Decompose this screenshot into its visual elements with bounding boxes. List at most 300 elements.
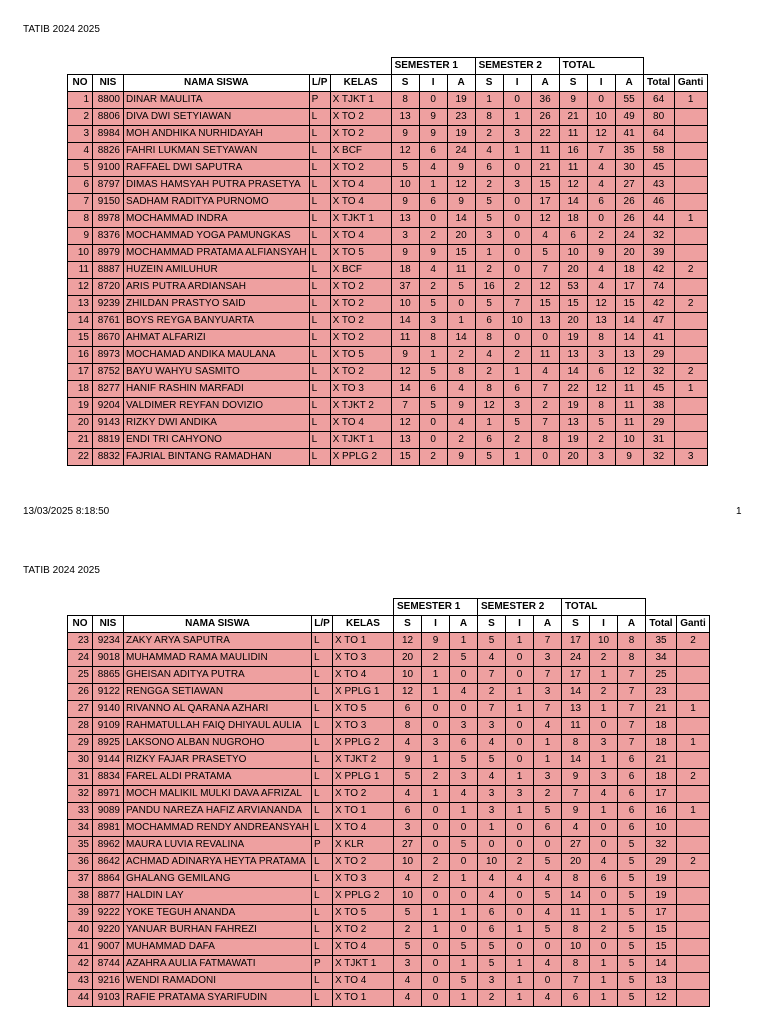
gender: L [312, 769, 333, 786]
sem2-sick: 2 [478, 990, 506, 1007]
sem2-permit: 1 [503, 449, 531, 466]
student-nis: 8797 [93, 177, 124, 194]
column-header: A [618, 616, 646, 633]
total-absent: 20 [615, 245, 643, 262]
sem2-absent: 3 [534, 769, 562, 786]
sem2-permit: 3 [506, 786, 534, 803]
gender: L [312, 735, 333, 752]
student-nis: 9150 [93, 194, 124, 211]
sem2-sick: 5 [478, 752, 506, 769]
table-row [68, 296, 708, 313]
total-sick: 27 [562, 837, 590, 854]
sem1-absent: 19 [447, 92, 475, 109]
student-nis: 8832 [93, 449, 124, 466]
sem2-permit: 0 [506, 667, 534, 684]
class: X TO 3 [333, 650, 394, 667]
total-sick: 15 [559, 296, 587, 313]
total-permit: 1 [590, 803, 618, 820]
row-number: 16 [68, 347, 93, 364]
sem1-permit: 1 [422, 922, 450, 939]
total-permit: 1 [590, 956, 618, 973]
class: X TO 5 [333, 905, 394, 922]
sem1-permit: 4 [419, 262, 447, 279]
table-row [68, 905, 710, 922]
total-sick: 18 [559, 211, 587, 228]
sem2-permit: 0 [503, 211, 531, 228]
total-sick: 14 [559, 364, 587, 381]
sem2-permit: 0 [506, 718, 534, 735]
sem1-absent: 0 [450, 854, 478, 871]
total-absent: 5 [618, 973, 646, 990]
sem2-permit: 0 [506, 735, 534, 752]
sem2-permit: 2 [503, 279, 531, 296]
total-sick: 10 [562, 939, 590, 956]
total-permit: 4 [587, 279, 615, 296]
sem2-permit: 1 [506, 990, 534, 1007]
total-permit: 3 [590, 735, 618, 752]
total-absent: 24 [615, 228, 643, 245]
row-number: 10 [68, 245, 93, 262]
total-sick: 14 [562, 752, 590, 769]
sem2-permit: 0 [506, 888, 534, 905]
sem2-permit: 0 [506, 650, 534, 667]
replacement-count [677, 718, 710, 735]
student-name: VALDIMER REYFAN DOVIZIO [124, 398, 310, 415]
total-count: 58 [643, 143, 674, 160]
table-row [68, 381, 708, 398]
sem1-sick: 2 [394, 922, 422, 939]
sem1-absent: 1 [450, 990, 478, 1007]
sem2-absent: 13 [531, 313, 559, 330]
sem2-absent: 5 [534, 888, 562, 905]
group-header-row [68, 599, 710, 616]
sem2-permit: 1 [503, 109, 531, 126]
total-count: 14 [646, 956, 677, 973]
sem1-permit: 4 [419, 160, 447, 177]
sem1-absent: 0 [450, 701, 478, 718]
sem1-absent: 0 [450, 667, 478, 684]
student-name: MOCHAMMAD INDRA [124, 211, 310, 228]
gender: L [309, 330, 330, 347]
sem2-absent: 36 [531, 92, 559, 109]
sem1-permit: 9 [419, 126, 447, 143]
total-absent: 7 [618, 701, 646, 718]
total-count: 25 [646, 667, 677, 684]
student-name: RIZKY FAJAR PRASETYO [124, 752, 312, 769]
gender: L [312, 684, 333, 701]
replacement-count: 2 [677, 854, 710, 871]
column-header: NAMA SISWA [124, 616, 312, 633]
sem2-sick: 5 [475, 449, 503, 466]
sem1-sick: 5 [394, 939, 422, 956]
sem2-sick: 8 [475, 330, 503, 347]
total-permit: 8 [587, 330, 615, 347]
sem2-permit: 0 [503, 160, 531, 177]
row-number: 38 [68, 888, 93, 905]
sem1-permit: 0 [422, 701, 450, 718]
row-number: 7 [68, 194, 93, 211]
sem2-permit: 3 [503, 126, 531, 143]
sem2-permit: 1 [506, 701, 534, 718]
page-1-title: TATIB 2024 2025 [23, 24, 100, 35]
gender: L [309, 245, 330, 262]
sem2-absent: 0 [534, 939, 562, 956]
sem2-permit: 0 [503, 245, 531, 262]
sem2-permit: 1 [506, 769, 534, 786]
total-count: 21 [646, 701, 677, 718]
sem2-permit: 1 [503, 364, 531, 381]
sem2-permit: 3 [503, 177, 531, 194]
table-row [68, 245, 708, 262]
sem2-absent: 1 [534, 735, 562, 752]
replacement-count [677, 684, 710, 701]
row-number: 30 [68, 752, 93, 769]
sem2-sick: 6 [475, 160, 503, 177]
sem2-absent: 12 [531, 211, 559, 228]
replacement-count: 1 [674, 211, 707, 228]
sem2-permit: 0 [506, 837, 534, 854]
sem2-absent: 4 [534, 871, 562, 888]
replacement-count: 1 [674, 92, 707, 109]
gender: L [312, 888, 333, 905]
row-number: 31 [68, 769, 93, 786]
sem2-sick: 4 [478, 871, 506, 888]
total-absent: 7 [618, 718, 646, 735]
row-number: 28 [68, 718, 93, 735]
gender: L [309, 262, 330, 279]
sem2-permit: 1 [506, 956, 534, 973]
total-permit: 2 [590, 650, 618, 667]
replacement-count: 2 [677, 769, 710, 786]
total-count: 13 [646, 973, 677, 990]
table-row [68, 262, 708, 279]
student-name: BAYU WAHYU SASMITO [124, 364, 310, 381]
total-count: 29 [643, 347, 674, 364]
row-number: 44 [68, 990, 93, 1007]
gender: L [309, 381, 330, 398]
gender: L [309, 194, 330, 211]
sem1-permit: 3 [419, 313, 447, 330]
column-header: NO [68, 616, 93, 633]
replacement-count [674, 398, 707, 415]
student-nis: 8887 [93, 262, 124, 279]
blank-cell [643, 58, 707, 75]
student-name: GHEISAN ADITYA PUTRA [124, 667, 312, 684]
sem1-permit: 6 [419, 381, 447, 398]
sem1-sick: 11 [391, 330, 419, 347]
total-permit: 8 [587, 398, 615, 415]
total-absent: 27 [615, 177, 643, 194]
sem1-permit: 1 [422, 786, 450, 803]
attendance-table-page-1 [67, 57, 708, 466]
total-absent: 14 [615, 313, 643, 330]
total-count: 15 [646, 922, 677, 939]
gender: L [309, 228, 330, 245]
row-number: 23 [68, 633, 93, 650]
student-nis: 9109 [93, 718, 124, 735]
sem1-permit: 2 [422, 650, 450, 667]
total-count: 43 [643, 177, 674, 194]
sem2-sick: 3 [478, 973, 506, 990]
class: X TO 1 [333, 803, 394, 820]
total-sick: 24 [562, 650, 590, 667]
row-number: 20 [68, 415, 93, 432]
row-number: 40 [68, 922, 93, 939]
sem1-permit: 0 [419, 211, 447, 228]
row-number: 36 [68, 854, 93, 871]
class: X TO 4 [333, 973, 394, 990]
column-header: I [590, 616, 618, 633]
student-nis: 8819 [93, 432, 124, 449]
sem2-permit: 1 [506, 684, 534, 701]
column-header: I [503, 75, 531, 92]
student-name: WENDI RAMADONI [124, 973, 312, 990]
class: X TO 2 [333, 854, 394, 871]
replacement-count: 1 [674, 381, 707, 398]
sem2-permit: 1 [506, 973, 534, 990]
sem1-permit: 2 [419, 279, 447, 296]
student-nis: 9143 [93, 415, 124, 432]
sem2-sick: 6 [478, 922, 506, 939]
sem1-sick: 12 [391, 143, 419, 160]
sem1-absent: 5 [447, 279, 475, 296]
replacement-count [674, 313, 707, 330]
sem1-permit: 0 [422, 718, 450, 735]
total-count: 44 [643, 211, 674, 228]
sem1-absent: 4 [450, 786, 478, 803]
total-sick: 11 [562, 718, 590, 735]
total-absent: 10 [615, 432, 643, 449]
gender: L [309, 279, 330, 296]
column-header: A [615, 75, 643, 92]
total-count: 45 [643, 160, 674, 177]
column-header: I [506, 616, 534, 633]
total-sick: 11 [562, 905, 590, 922]
table-row [68, 820, 710, 837]
row-number: 32 [68, 786, 93, 803]
sem1-sick: 9 [391, 347, 419, 364]
student-name: FAJRIAL BINTANG RAMADHAN [124, 449, 310, 466]
total-count: 47 [643, 313, 674, 330]
sem1-permit: 0 [419, 92, 447, 109]
total-permit: 2 [587, 228, 615, 245]
total-sick: 14 [562, 888, 590, 905]
replacement-count [674, 177, 707, 194]
column-header: S [475, 75, 503, 92]
sem1-permit: 1 [422, 684, 450, 701]
sem1-permit: 0 [419, 432, 447, 449]
class: X TO 3 [330, 381, 391, 398]
student-name: MOCHAMAD ANDIKA MAULANA [124, 347, 310, 364]
column-header: KELAS [333, 616, 394, 633]
sem1-sick: 13 [391, 432, 419, 449]
class: X TJKT 1 [333, 956, 394, 973]
total-count: 64 [643, 92, 674, 109]
sem2-permit: 3 [503, 398, 531, 415]
sem1-absent: 8 [447, 364, 475, 381]
column-header: A [447, 75, 475, 92]
gender: L [309, 347, 330, 364]
gender: L [309, 126, 330, 143]
column-header: Total [643, 75, 674, 92]
total-permit: 12 [587, 126, 615, 143]
total-sick: 6 [562, 990, 590, 1007]
student-nis: 8752 [93, 364, 124, 381]
total-absent: 26 [615, 194, 643, 211]
sem1-sick: 13 [391, 109, 419, 126]
sem2-absent: 17 [531, 194, 559, 211]
row-number: 41 [68, 939, 93, 956]
table-row [68, 735, 710, 752]
table-row [68, 990, 710, 1007]
student-nis: 9222 [93, 905, 124, 922]
table-row [68, 228, 708, 245]
class: X TO 2 [330, 279, 391, 296]
total-permit: 4 [590, 786, 618, 803]
total-permit: 1 [590, 905, 618, 922]
gender: L [309, 296, 330, 313]
sem2-sick: 6 [475, 432, 503, 449]
row-number: 15 [68, 330, 93, 347]
student-nis: 8834 [93, 769, 124, 786]
student-name: MOCHAMMAD YOGA PAMUNGKAS [124, 228, 310, 245]
sem2-sick: 16 [475, 279, 503, 296]
sem2-sick: 4 [478, 735, 506, 752]
sem2-sick: 1 [475, 92, 503, 109]
sem1-sick: 10 [391, 296, 419, 313]
table-row [68, 449, 708, 466]
total-absent: 5 [618, 939, 646, 956]
student-name: DIVA DWI SETYIAWAN [124, 109, 310, 126]
student-nis: 9103 [93, 990, 124, 1007]
student-nis: 8744 [93, 956, 124, 973]
student-nis: 9007 [93, 939, 124, 956]
total-count: 35 [646, 633, 677, 650]
sem2-absent: 5 [534, 922, 562, 939]
student-name: AZAHRA AULIA FATMAWATI [124, 956, 312, 973]
row-number: 24 [68, 650, 93, 667]
sem1-permit: 1 [422, 667, 450, 684]
total-absent: 17 [615, 279, 643, 296]
total-sick: 53 [559, 279, 587, 296]
student-nis: 9216 [93, 973, 124, 990]
total-permit: 12 [587, 381, 615, 398]
sem2-absent: 4 [534, 905, 562, 922]
replacement-count [674, 279, 707, 296]
sem2-absent: 4 [534, 718, 562, 735]
sem2-sick: 5 [475, 296, 503, 313]
student-nis: 8978 [93, 211, 124, 228]
student-nis: 8865 [93, 667, 124, 684]
total-permit: 2 [590, 922, 618, 939]
sem1-absent: 3 [450, 769, 478, 786]
gender: L [309, 160, 330, 177]
gender: L [312, 701, 333, 718]
student-name: PANDU NAREZA HAFIZ ARVIANANDA [124, 803, 312, 820]
total-absent: 5 [618, 922, 646, 939]
gender: P [312, 956, 333, 973]
student-nis: 8925 [93, 735, 124, 752]
row-number: 35 [68, 837, 93, 854]
print-timestamp: 13/03/2025 8:18:50 [23, 506, 110, 517]
sem1-absent: 5 [450, 973, 478, 990]
student-nis: 9140 [93, 701, 124, 718]
replacement-count [674, 160, 707, 177]
blank-cell [646, 599, 710, 616]
total-permit: 0 [590, 939, 618, 956]
sem2-absent: 7 [534, 633, 562, 650]
sem1-sick: 10 [394, 854, 422, 871]
total-sick: 20 [559, 262, 587, 279]
student-name: MOCH MALIKIL MULKI DAVA AFRIZAL [124, 786, 312, 803]
student-name: ARIS PUTRA ARDIANSAH [124, 279, 310, 296]
sem2-sick: 4 [478, 888, 506, 905]
sem1-sick: 4 [394, 871, 422, 888]
sem1-permit: 0 [422, 973, 450, 990]
class: X TO 4 [330, 177, 391, 194]
sem1-sick: 9 [394, 752, 422, 769]
total-count: 74 [643, 279, 674, 296]
total-count: 32 [643, 228, 674, 245]
column-header: S [559, 75, 587, 92]
total-count: 17 [646, 905, 677, 922]
total-permit: 0 [590, 888, 618, 905]
student-nis: 8864 [93, 871, 124, 888]
total-sick: 7 [562, 973, 590, 990]
total-sick: 14 [559, 194, 587, 211]
sem1-permit: 2 [419, 228, 447, 245]
sem2-sick: 5 [478, 939, 506, 956]
row-number: 34 [68, 820, 93, 837]
total-sick: 19 [559, 330, 587, 347]
total-sick: 7 [562, 786, 590, 803]
sem2-absent: 6 [534, 820, 562, 837]
replacement-count [674, 432, 707, 449]
class: X TO 2 [330, 126, 391, 143]
sem1-absent: 9 [447, 194, 475, 211]
table-row [68, 650, 710, 667]
class: X PPLG 1 [333, 769, 394, 786]
student-nis: 8800 [93, 92, 124, 109]
sem2-permit: 7 [503, 296, 531, 313]
replacement-count [674, 330, 707, 347]
column-header: A [531, 75, 559, 92]
sem1-absent: 1 [450, 871, 478, 888]
total-absent: 5 [618, 905, 646, 922]
student-name: GHALANG GEMILANG [124, 871, 312, 888]
class: X TO 5 [330, 245, 391, 262]
sem2-sick: 8 [475, 381, 503, 398]
column-header: S [391, 75, 419, 92]
sem1-sick: 9 [391, 245, 419, 262]
gender: L [309, 398, 330, 415]
total-permit: 10 [590, 633, 618, 650]
total-count: 19 [646, 871, 677, 888]
class: X BCF [330, 143, 391, 160]
group-header-row [68, 58, 708, 75]
sem1-sick: 13 [391, 211, 419, 228]
student-nis: 9204 [93, 398, 124, 415]
sem1-absent: 2 [447, 347, 475, 364]
student-nis: 8962 [93, 837, 124, 854]
student-nis: 9100 [93, 160, 124, 177]
total-count: 12 [646, 990, 677, 1007]
sem2-absent: 8 [531, 432, 559, 449]
column-header: A [534, 616, 562, 633]
student-name: RENGGA SETIAWAN [124, 684, 312, 701]
class: X TO 4 [333, 667, 394, 684]
sem1-sick: 3 [391, 228, 419, 245]
